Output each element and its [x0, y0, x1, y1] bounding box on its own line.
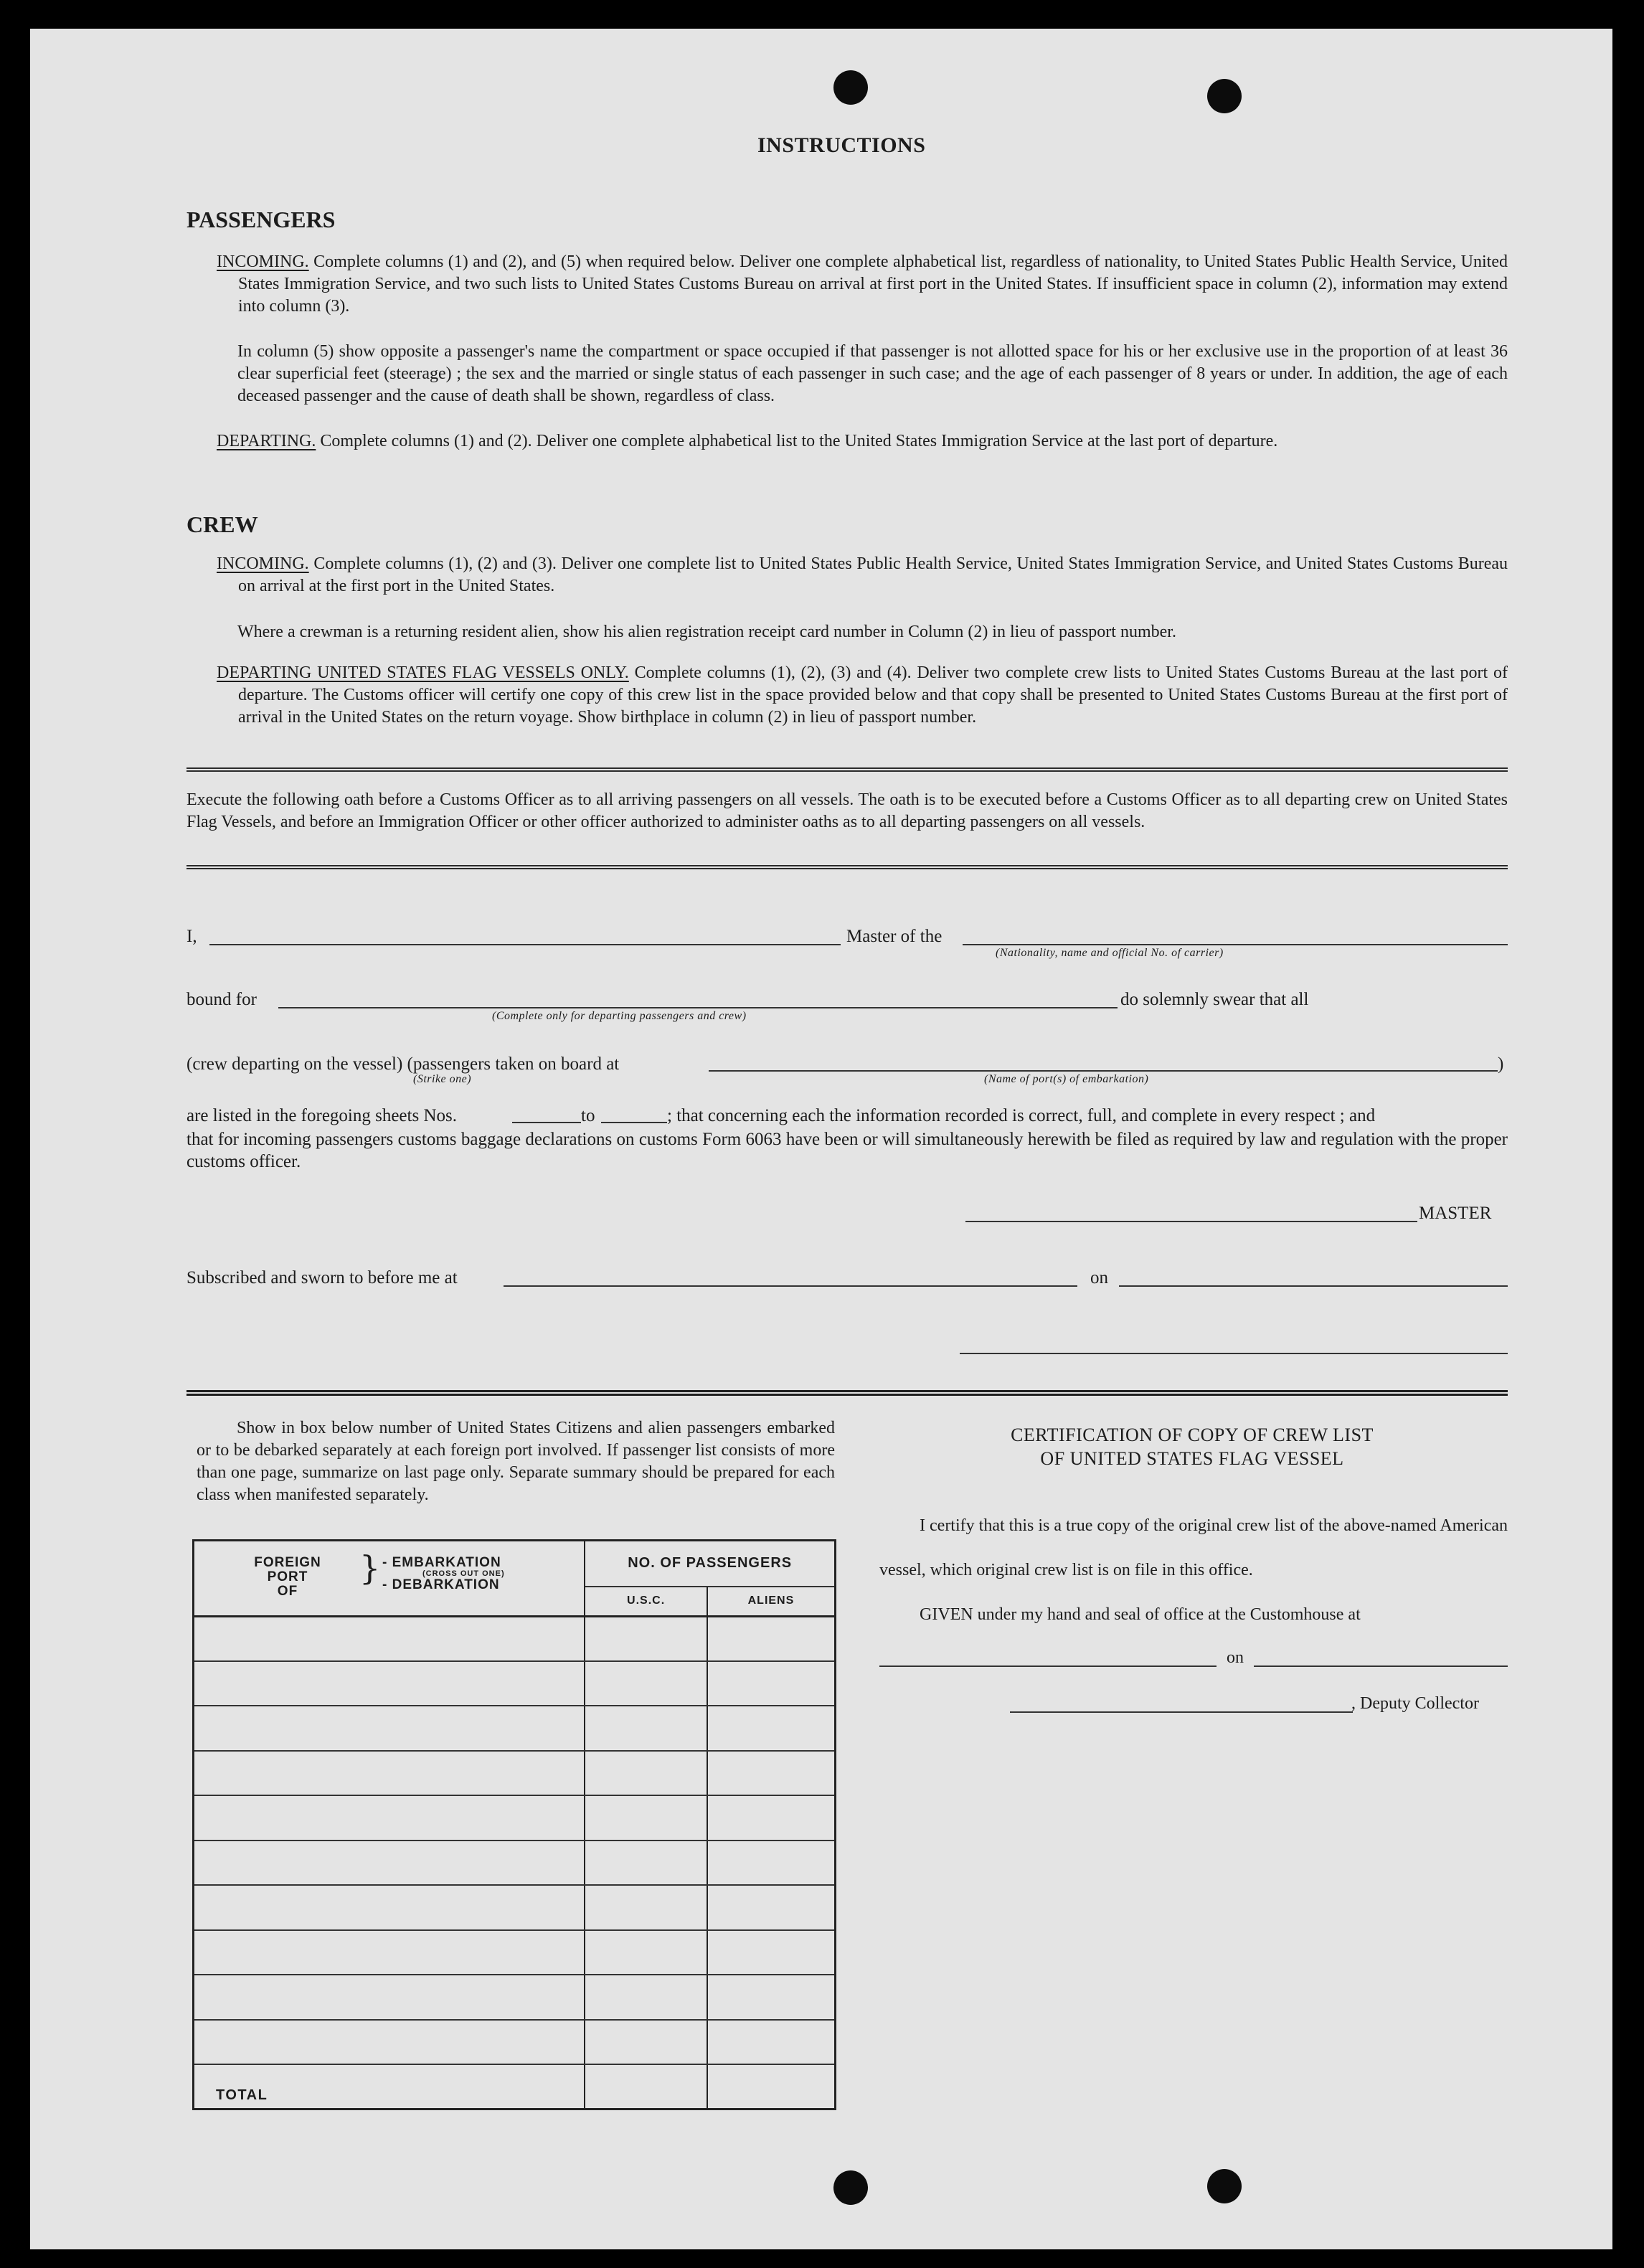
certification-title-line: CERTIFICATION OF COPY OF CREW LIST [1011, 1424, 1374, 1445]
embarkation-label: - EMBARKATION [382, 1555, 501, 1570]
aliens-cell[interactable] [707, 1930, 836, 1975]
summary-row [194, 1751, 836, 1795]
passengers-departing-paragraph [217, 430, 1508, 453]
port-cell[interactable] [194, 1975, 585, 2019]
listed-sheets-label: are listed in the foregoing sheets Nos. [186, 1106, 457, 1125]
usc-cell[interactable] [585, 1885, 707, 1929]
bound-for-field[interactable] [278, 1007, 1118, 1008]
aliens-cell[interactable] [707, 1795, 836, 1840]
certification-given: GIVEN under my hand and seal of office at the Customhouse at [920, 1605, 1361, 1624]
port-header-line: OF [277, 1584, 298, 1599]
brace-icon: } [359, 1549, 382, 1587]
customhouse-field[interactable] [879, 1665, 1217, 1667]
aliens-cell[interactable] [707, 1751, 836, 1795]
sheet-from-field[interactable] [512, 1122, 581, 1123]
port-cell[interactable] [194, 1795, 585, 1840]
total-label: TOTAL [194, 2064, 585, 2109]
crew-resident-paragraph: Where a crewman is a returning resident alien, show his alien registration receipt card number in Column (2) in lieu of passport number. [237, 623, 1176, 641]
port-header-line: PORT [267, 1569, 308, 1584]
total-usc-cell[interactable] [585, 2064, 707, 2109]
oath-instruction: Execute the following oath before a Customs Officer as to all arriving passengers on all vessels. The oath is to be executed before a Customs Officer as to all departing crew on United States Flag Vessels, and before an Immigration Officer or other officer authorized to administer oaths as to all departing passengers on all vessels. [186, 790, 1508, 831]
crew-incoming-label: INCOMING. [217, 554, 309, 573]
subscribed-on-label: on [1090, 1268, 1108, 1287]
passenger-summary-table [192, 1539, 836, 2110]
port-cell[interactable] [194, 2020, 585, 2064]
passengers-incoming-label: INCOMING. [217, 252, 309, 271]
aliens-cell[interactable] [707, 1706, 836, 1750]
summary-row [194, 1795, 836, 1840]
aliens-cell[interactable] [707, 1885, 836, 1929]
solemnly-swear-label: do solemnly swear that all [1120, 990, 1309, 1009]
usc-cell[interactable] [585, 1930, 707, 1975]
summary-row [194, 1661, 836, 1706]
passengers-departing-label: DEPARTING. [217, 432, 316, 450]
sheet-to-field[interactable] [601, 1122, 667, 1123]
port-header-cell [194, 1541, 585, 1617]
port-cell[interactable] [194, 1930, 585, 1975]
passengers-incoming-text: Complete columns (1) and (2), and (5) when required below. Deliver one complete alphabetical list, regardless of nationality, to United States Public Health Service, United States Immigration Service, and two such lists to United States Customs Bureau on arrival at first port in the United States. If insufficient space in column (2), information may extend into column (3). [238, 252, 1508, 316]
port-cell[interactable] [194, 1885, 585, 1929]
certification-title-line: OF UNITED STATES FLAG VESSEL [1040, 1448, 1344, 1469]
usc-cell[interactable] [585, 1706, 707, 1750]
section-divider [186, 1390, 1508, 1396]
passengers-incoming-paragraph [217, 251, 1508, 318]
deputy-collector-label: , Deputy Collector [1351, 1694, 1479, 1713]
port-cell[interactable] [194, 1706, 585, 1750]
no-of-passengers-header: NO. OF PASSENGERS [585, 1541, 835, 1587]
master-of-the-label: Master of the [846, 927, 943, 946]
summary-row [194, 1975, 836, 2019]
cross-out-label: (CROSS OUT ONE) [422, 1569, 505, 1578]
total-aliens-cell[interactable] [707, 2064, 836, 2109]
aliens-cell[interactable] [707, 1975, 836, 2019]
binder-hole [833, 2170, 868, 2205]
listed-to-label: to [581, 1106, 595, 1125]
certification-date-field[interactable] [1254, 1665, 1508, 1667]
usc-cell[interactable] [585, 2020, 707, 2064]
usc-cell[interactable] [585, 1795, 707, 1840]
section-divider [186, 767, 1508, 772]
summary-instructions: Show in box below number of United States Citizens and alien passengers embarked or to be debarked separately at each foreign port involved. If passenger list consists of more than one page, summarize on last page only. Separate summary should be prepared for each class when manifested separately. [197, 1419, 835, 1504]
aliens-cell[interactable] [707, 1617, 836, 1661]
summary-row [194, 1706, 836, 1750]
crew-departing-text: Complete columns (1), (2), (3) and (4). Deliver two complete crew lists to United States Customs Bureau at the last port of departure. The Customs officer will certify one copy of this crew list in the space provided below and that copy shall be presented to United States Customs Bureau at the first port of arrival in the United States on the return voyage. Show birthplace in column (2) in lieu of passport number. [238, 663, 1508, 727]
usc-header: U.S.C. [585, 1587, 707, 1617]
passengers-column5-paragraph: In column (5) show opposite a passenger's name the compartment or space occupied if that passenger is not allotted space for his or her exclusive use in the proportion of at least 36 clear superficial feet (steerage) ; the sex and the married or single status of each passenger in such case; and the age of each passenger of 8 years or under. In addition, the age of each deceased passenger and the cause of death shall be shown, regardless of class. [237, 342, 1508, 405]
certification-title [877, 1423, 1508, 1470]
summary-row [194, 2020, 836, 2064]
summary-row [194, 1885, 836, 1929]
port-cell[interactable] [194, 1841, 585, 1885]
subscribed-date-field[interactable] [1119, 1285, 1508, 1287]
usc-cell[interactable] [585, 1841, 707, 1885]
usc-cell[interactable] [585, 1617, 707, 1661]
crew-departing-label: DEPARTING UNITED STATES FLAG VESSELS ONLY. [217, 663, 629, 682]
crew-passengers-label: (crew departing on the vessel) (passengers taken on board at [186, 1054, 620, 1074]
certification-text: I certify that this is a true copy of the original crew list of the above-named American vessel, which original crew list is on file in this office. [879, 1516, 1508, 1579]
port-header-line: FOREIGN [254, 1555, 321, 1570]
aliens-cell[interactable] [707, 2020, 836, 2064]
port-cell[interactable] [194, 1751, 585, 1795]
summary-row [194, 1930, 836, 1975]
usc-cell[interactable] [585, 1975, 707, 2019]
summary-row [194, 1617, 836, 1661]
passengers-heading: PASSENGERS [186, 207, 336, 232]
port-cell[interactable] [194, 1617, 585, 1661]
passengers-departing-text: Complete columns (1) and (2). Deliver one complete alphabetical list to the United States Immigration Service at the last port of departure. [320, 432, 1278, 450]
form-page [30, 29, 1612, 2249]
embarkation-port-field[interactable] [709, 1070, 1498, 1072]
usc-cell[interactable] [585, 1751, 707, 1795]
listed-statement-continued: that for incoming passengers customs baggage declarations on customs Form 6063 have been or will simultaneously herewith be filed as required by law and regulation with the proper customs officer. [186, 1130, 1508, 1171]
officer-signature-field[interactable] [960, 1353, 1508, 1354]
binder-hole [833, 70, 868, 105]
summary-row [194, 1841, 836, 1885]
carrier-field[interactable] [963, 944, 1508, 945]
aliens-header: ALIENS [707, 1587, 836, 1617]
master-signature-field[interactable] [965, 1221, 1417, 1222]
crew-incoming-text: Complete columns (1), (2) and (3). Deliver one complete list to United States Public Health Service, United States Immigration Service, and United States Customs Bureau on arrival at the first port in the United States. [238, 554, 1508, 595]
bound-for-caption: (Complete only for departing passengers and crew) [492, 1010, 747, 1022]
listed-statement: ; that concerning each the information recorded is correct, full, and complete in every respect ; and [667, 1106, 1376, 1125]
oath-i-label: I, [186, 927, 197, 946]
deputy-signature-field[interactable] [1010, 1711, 1353, 1713]
aliens-cell[interactable] [707, 1841, 836, 1885]
port-cell[interactable] [194, 1661, 585, 1706]
certification-on-label: on [1227, 1648, 1244, 1667]
debarkation-label: - DEBARKATION [382, 1577, 500, 1592]
master-label: MASTER [1419, 1204, 1492, 1223]
crew-heading: CREW [186, 511, 258, 537]
binder-hole [1207, 79, 1242, 113]
page-title: INSTRUCTIONS [757, 133, 926, 157]
binder-hole [1207, 2169, 1242, 2203]
bound-for-label: bound for [186, 990, 257, 1009]
crew-incoming-paragraph [217, 553, 1508, 597]
section-divider [186, 865, 1508, 869]
strike-one-caption: (Strike one) [413, 1073, 472, 1085]
aliens-cell[interactable] [707, 1661, 836, 1706]
subscribed-place-field[interactable] [504, 1285, 1077, 1287]
usc-cell[interactable] [585, 1661, 707, 1706]
crew-departing-paragraph [217, 662, 1508, 729]
close-paren: ) [1498, 1054, 1504, 1074]
master-name-field[interactable] [209, 944, 841, 945]
embarkation-port-caption: (Name of port(s) of embarkation) [984, 1073, 1149, 1085]
total-row [194, 2064, 836, 2109]
subscribed-label: Subscribed and sworn to before me at [186, 1268, 458, 1287]
carrier-caption: (Nationality, name and official No. of carrier) [996, 947, 1224, 959]
